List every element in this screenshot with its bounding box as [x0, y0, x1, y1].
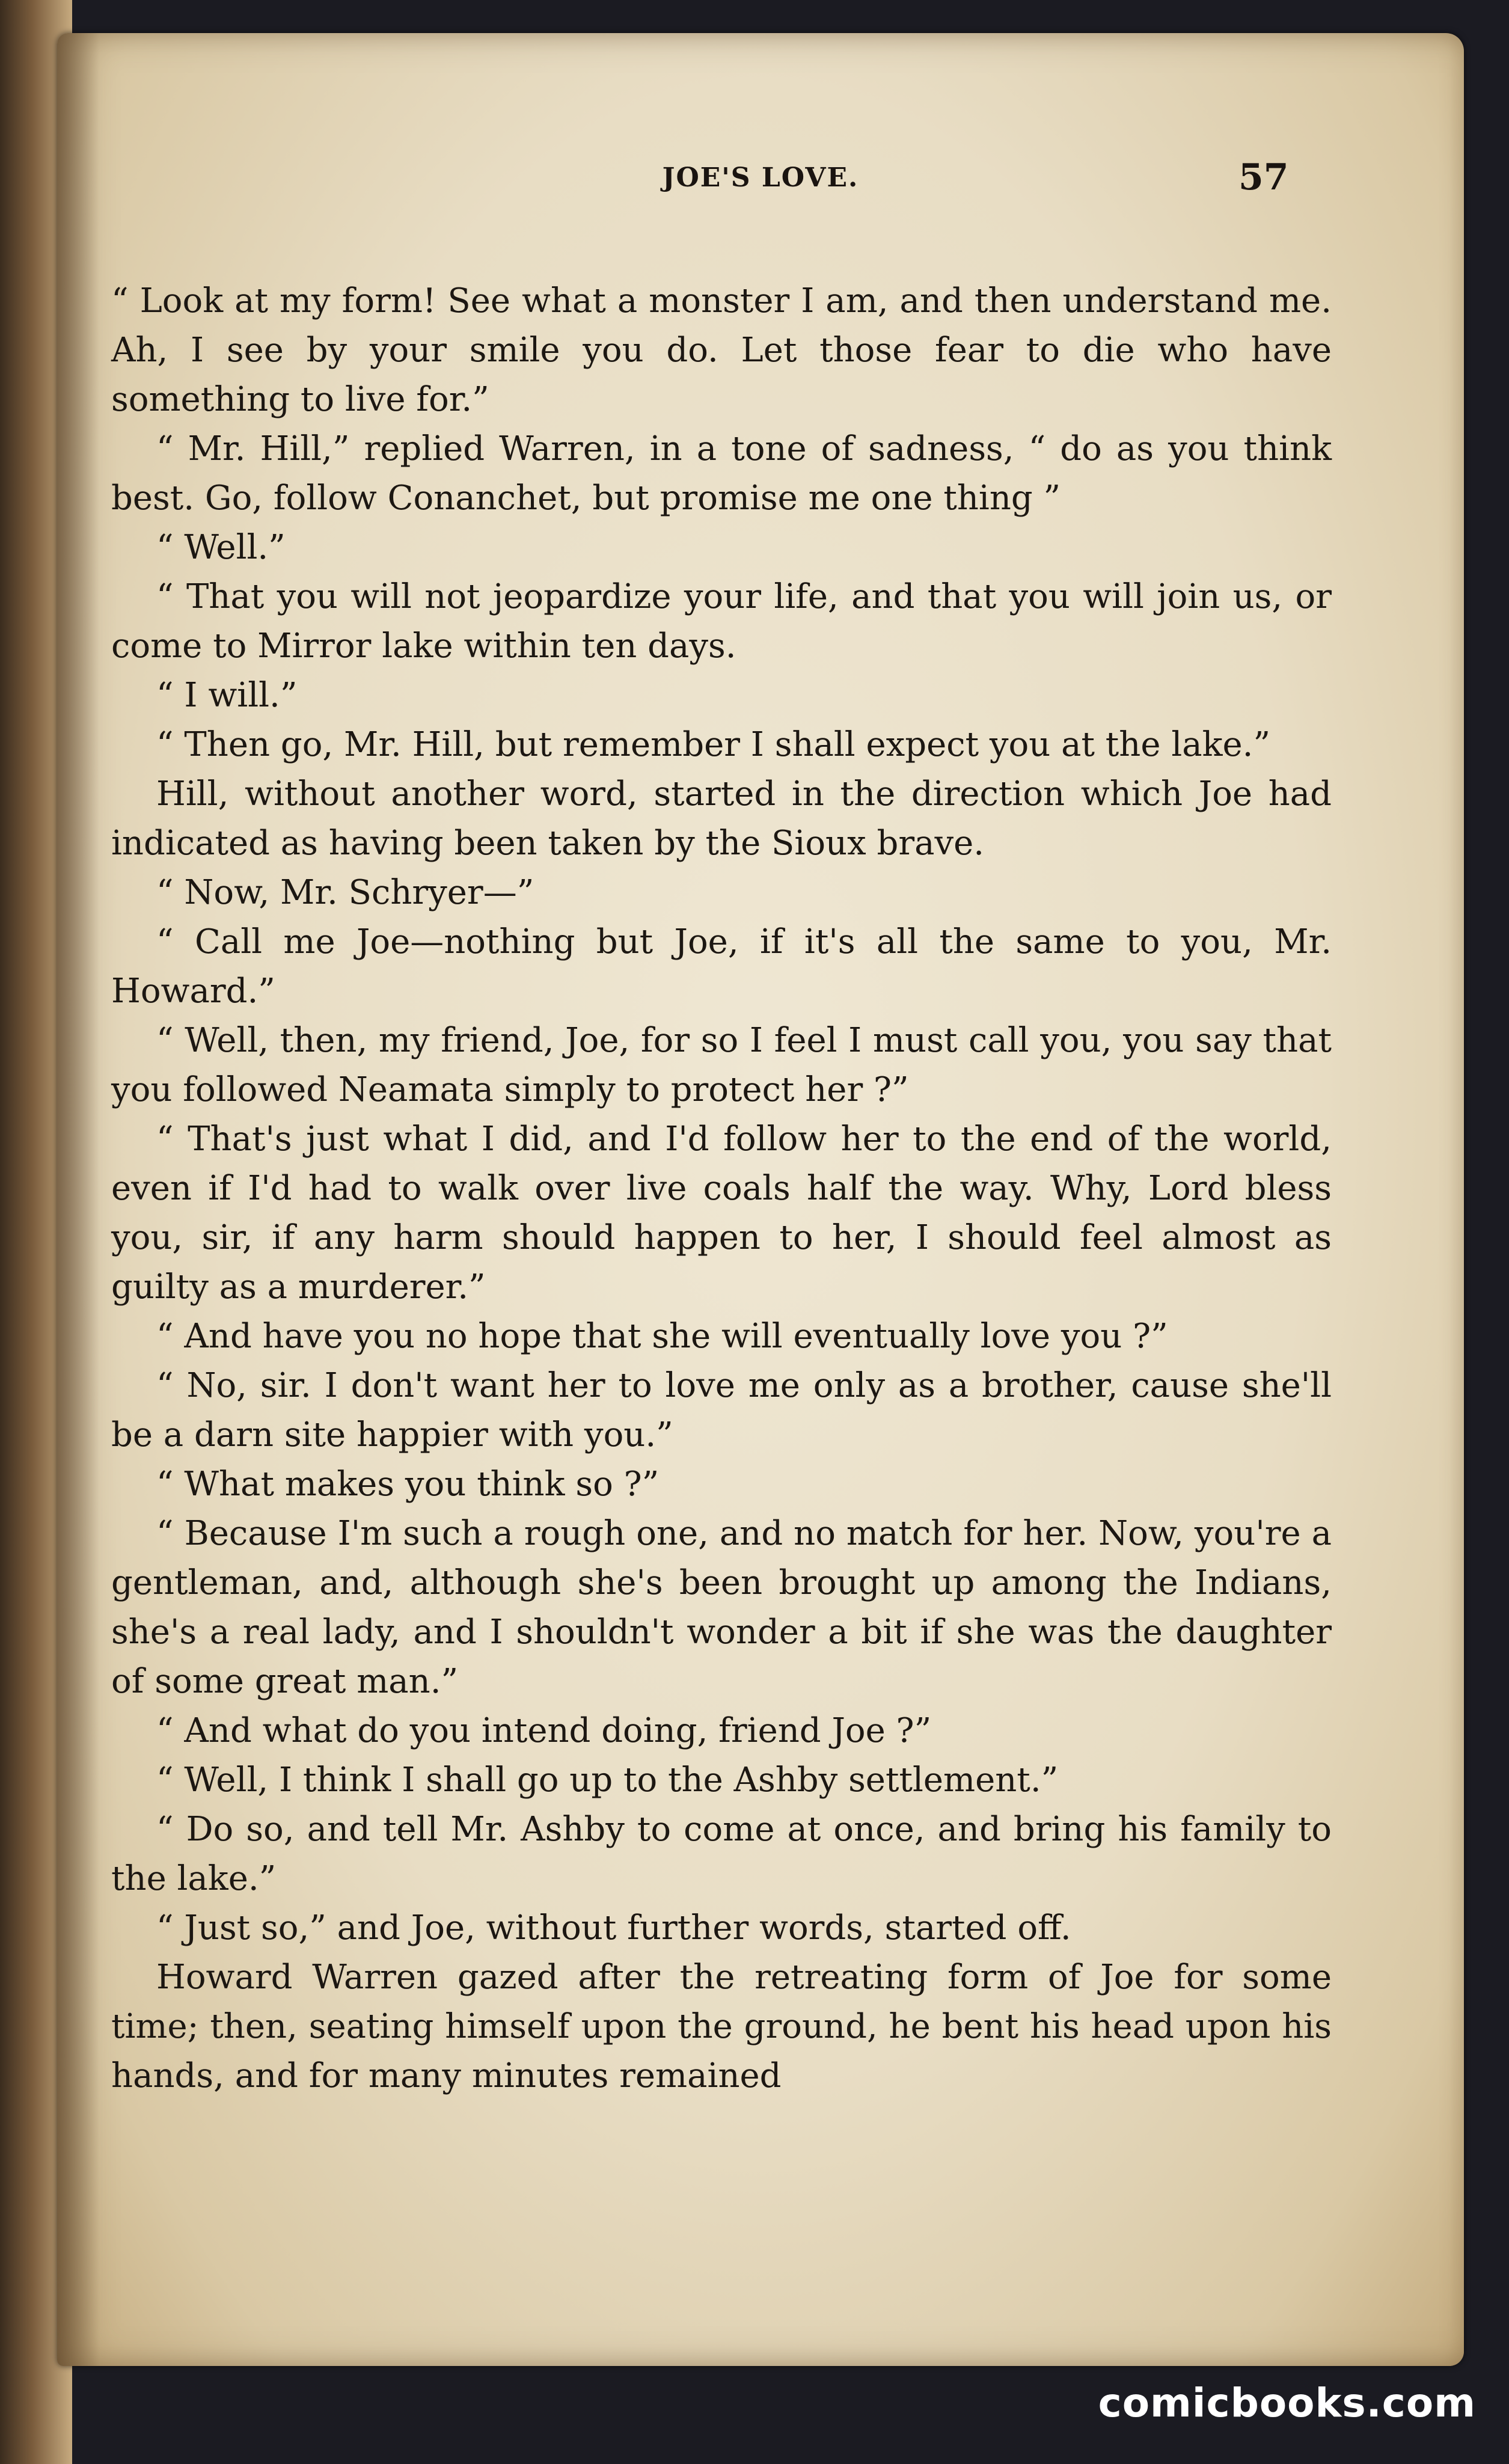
paragraph: “ Now, Mr. Schryer—”	[156, 873, 534, 912]
running-head: JOE'S LOVE.	[662, 162, 859, 193]
paragraph: “ I will.”	[156, 676, 298, 715]
paragraph: “ Look at my form! See what a monster I am, and then understand me. Ah, I see by your smile you do. Let those fear to die who have something to live for.”	[111, 281, 1332, 419]
body-text	[111, 277, 1332, 2101]
paragraph: Howard Warren gazed after the retreating form of Joe for some time; then, seating himself upon the ground, he bent his head upon his hands, and for many minutes remained	[111, 1958, 1332, 2095]
watermark: comicbooks.com	[1098, 2380, 1476, 2426]
paragraph: “ That you will not jeopardize your life, and that you will join us, or come to Mirror lake within ten days.	[111, 577, 1332, 666]
paragraph: Hill, without another word, started in the direction which Joe had indicated as having been taken by the Sioux brave.	[111, 774, 1332, 863]
paragraph: “ Do so, and tell Mr. Ashby to come at once, and bring his family to the lake.”	[111, 1810, 1332, 1898]
paragraph: “ Just so,” and Joe, without further words, started off.	[156, 1908, 1071, 1948]
paragraph: “ Well, I think I shall go up to the Ashby settlement.”	[156, 1761, 1059, 1800]
paragraph: “ No, sir. I don't want her to love me only as a brother, cause she'll be a darn site happier with you.”	[111, 1366, 1332, 1454]
page-gutter-shadow	[57, 33, 99, 2366]
paragraph: “ And have you no hope that she will eventually love you ?”	[156, 1317, 1168, 1356]
paragraph: “ Because I'm such a rough one, and no match for her. Now, you're a gentleman, and, although she's been brought up among the Indians, she's a real lady, and I shouldn't wonder a bit if she was the daughter of some great man.”	[111, 1514, 1332, 1701]
paragraph: “ Call me Joe—nothing but Joe, if it's all the same to you, Mr. Howard.”	[111, 922, 1332, 1011]
paragraph: “ That's just what I did, and I'd follow her to the end of the world, even if I'd had to walk over live coals half the way. Why, Lord bless you, sir, if any harm should happen to her, I should feel almost as guilty as a murderer.”	[111, 1120, 1332, 1307]
paragraph: “ Well, then, my friend, Joe, for so I feel I must call you, you say that you followed Neamata simply to protect her ?”	[111, 1021, 1332, 1109]
page-number: 57	[1238, 156, 1289, 198]
book-page	[57, 33, 1464, 2366]
paragraph: “ And what do you intend doing, friend Joe ?”	[156, 1711, 932, 1750]
paragraph: “ Well.”	[156, 528, 286, 567]
paragraph: “ Then go, Mr. Hill, but remember I shall expect you at the lake.”	[156, 725, 1271, 764]
paragraph: “ Mr. Hill,” replied Warren, in a tone of sadness, “ do as you think best. Go, follow Conanchet, but promise me one thing ”	[111, 429, 1332, 518]
paragraph: “ What makes you think so ?”	[156, 1465, 660, 1504]
